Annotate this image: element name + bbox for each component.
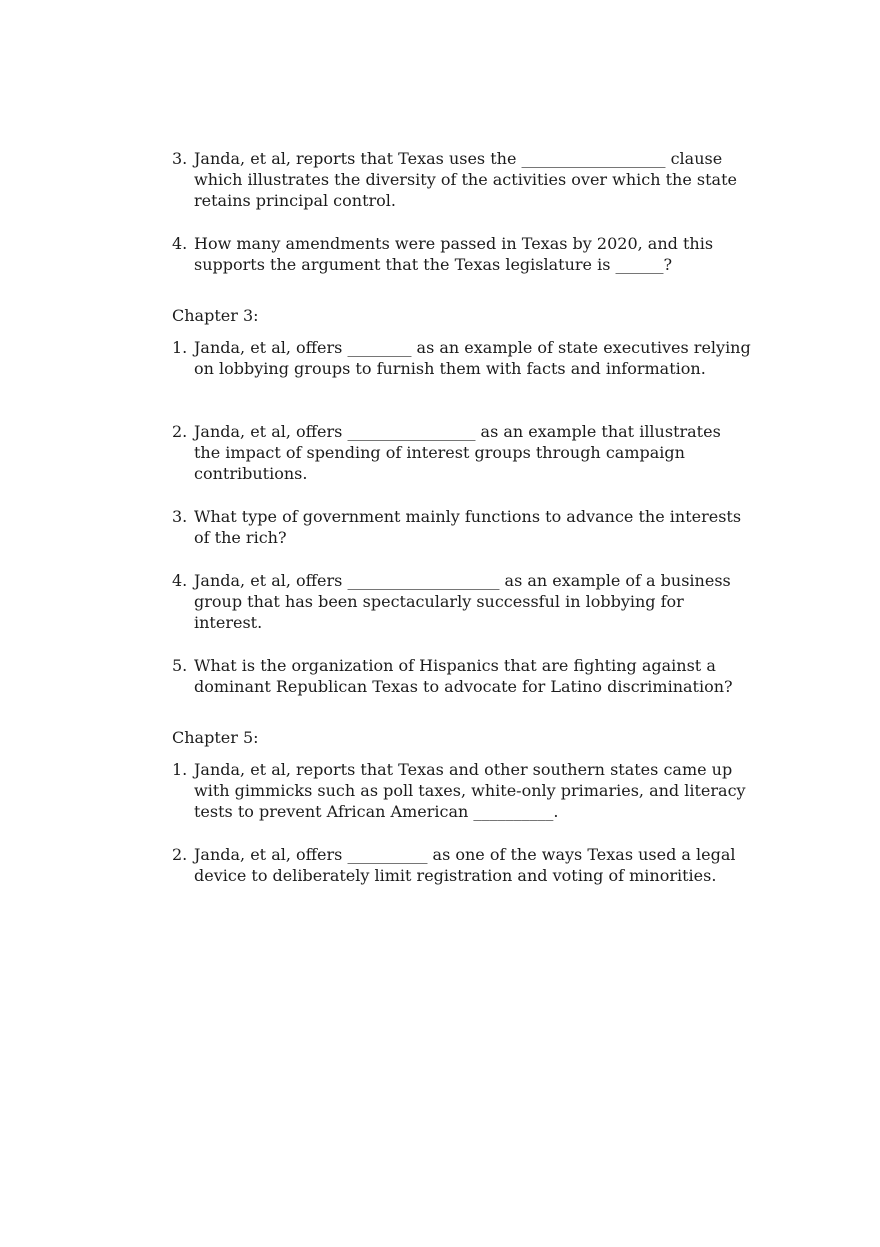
question-text: Janda, et al, reports that Texas uses the __________________ clause which illustrates the diversity of the activities over which the state retains principal control. [194,149,737,210]
question-item [172,421,752,484]
question-item [172,337,752,379]
question-number: 5. [172,656,188,675]
question-text: How many amendments were passed in Texas by 2020, and this supports the argument that the Texas legislature is ______? [194,234,714,274]
question-number: 2. [172,422,188,441]
question-number: 1. [172,760,188,779]
question-text: Janda, et al, offers ___________________ as an example of a business group that has been spectacularly successful in lobbying for interest. [194,571,731,632]
question-text: Janda, et al, offers __________ as one of the ways Texas used a legal device to deliberately limit registration and voting of minorities. [194,845,736,885]
question-item [172,844,752,886]
question-item [172,570,752,633]
question-item [172,233,752,275]
question-text: Janda, et al, reports that Texas and other southern states came up with gimmicks such as poll taxes, white-only primaries, and literacy tests to prevent African American __________. [194,760,746,821]
question-item [172,148,752,211]
question-number: 2. [172,845,188,864]
chapter-heading: Chapter 3: [172,306,259,325]
question-number: 4. [172,571,188,590]
question-text: What type of government mainly functions to advance the interests of the rich? [194,507,742,547]
question-text: What is the organization of Hispanics that are fighting against a dominant Republican Texas to advocate for Latino discrimination? [194,656,733,696]
question-text: Janda, et al, offers ________________ as an example that illustrates the impact of spending of interest groups through campaign contributions. [194,422,721,483]
question-number: 4. [172,234,188,253]
chapter-heading: Chapter 5: [172,728,259,747]
question-number: 1. [172,338,188,357]
question-number: 3. [172,507,188,526]
question-text: Janda, et al, offers ________ as an example of state executives relying on lobbying groups to furnish them with facts and information. [194,338,751,378]
question-item [172,759,752,822]
question-item [172,506,752,548]
question-item [172,655,752,697]
worksheet-content [172,148,752,886]
question-number: 3. [172,149,188,168]
